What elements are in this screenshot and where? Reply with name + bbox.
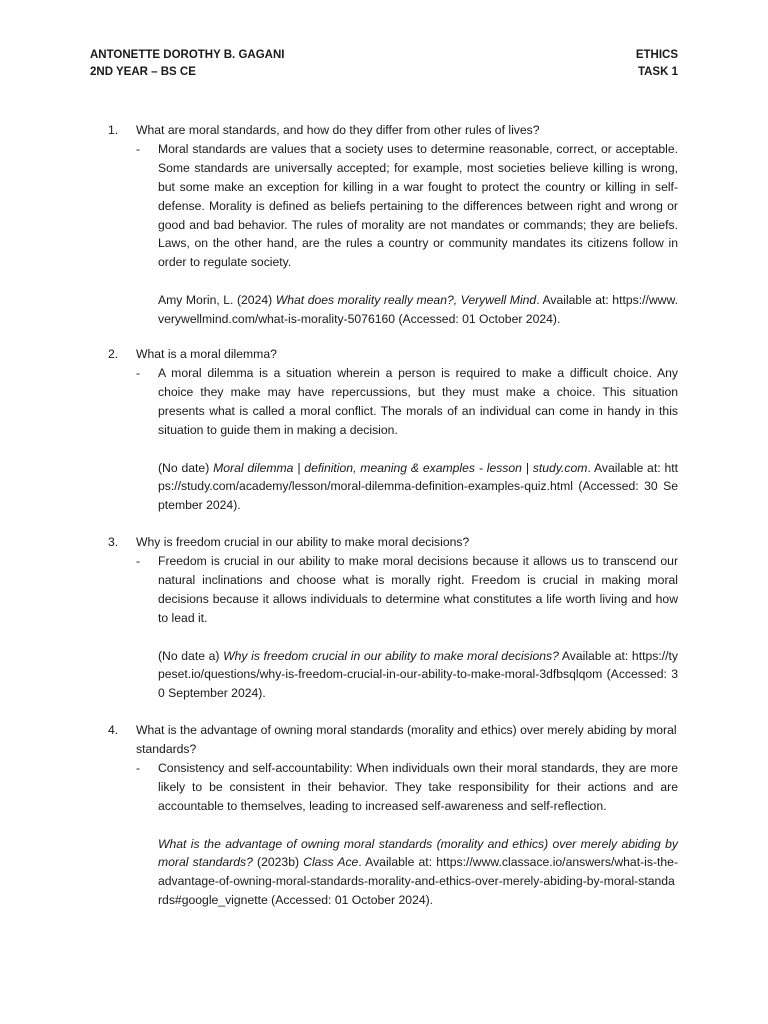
reference-source: . Available at: https://www.classace.io/answers/what-is-the-advantage-of-owning-moral-standards-morality-and-ethics-over-merely-abiding-by-moral-standards#google_vignette (Accessed: 01 October 2024). [158,855,679,908]
bullet-dash: - [136,760,141,775]
question-block-3 [108,533,678,703]
question-text: What is the advantage of owning moral standards (morality and ethics) over merely abiding by moral standards? [136,723,677,756]
question-text: What are moral standards, and how do they differ from other rules of lives? [136,123,540,137]
answer-text: Moral standards are values that a society uses to determine reasonable, correct, or acceptable. Some standards are universally accepted; for example, most societies believe killing is wrong, but some make an exception for killing in a war fought to protect the country or killing in self-defense. Morality is defined as beliefs pertaining to the differences between right and wrong or good and bad behavior. The rules of morality are not mandates or commands; they are beliefs. Laws, on the other hand, are the rules a country or community mandates its citizens follow in order to regulate society. [158,141,678,270]
question-number: 3. [108,535,119,549]
reference-source: . Available at: https://www.verywellmind.com/what-is-morality-5076160 (Accessed: 01 October 2024). [158,293,678,327]
reference-author: (No date) [158,460,214,475]
question-block-1 [108,121,678,329]
question-number: 1. [108,123,119,137]
header-right [636,47,678,81]
reference-source: Available at: https://typeset.io/questions/why-is-freedom-crucial-in-our-ability-to-make-moral-3dfbsqlqom (Accessed: 30 September 2024). [158,648,678,701]
question-text: Why is freedom crucial in our ability to make moral decisions? [136,535,470,549]
question-block-4 [108,721,678,910]
reference-source: . Available at: https://study.com/academy/lesson/moral-dilemma-definition-examples-quiz.html (Accessed: 30 September 2024). [158,460,678,513]
student-year: 2ND YEAR – BS CE [90,66,196,78]
reference [158,291,678,329]
bullet-dash: - [136,553,141,568]
reference-author: (No date a) [158,648,224,663]
reference-title: Moral dilemma | definition, meaning & examples - lesson | study.com [213,460,588,475]
question-block-2 [108,345,678,515]
subject-label: ETHICS [635,49,678,61]
reference-title: Why is freedom crucial in our ability to make moral decisions? [223,648,559,663]
answer-text: Freedom is crucial in our ability to make moral decisions because it allows us to transcend our natural inclinations and choose what is morally right. Freedom is crucial in making moral decisions because it allows individuals to determine what constitutes a life worth living and how to lead it. [158,553,678,625]
task-label: TASK 1 [637,66,678,78]
reference-author: Amy Morin, L. (2024) [158,293,276,308]
answer-text: Consistency and self-accountability: When individuals own their moral standards, they are more likely to be consistent in their behavior. They take responsibility for their actions and are accountable to themselves, leading to increased self-awareness and self-reflection. [158,760,678,813]
reference-year: (2023b) [252,855,304,870]
reference-title: What is the advantage of owning moral standards (morality and ethics) over merely abiding by moral standards? [158,836,678,870]
reference [158,647,678,704]
answer-text: A moral dilemma is a situation wherein a person is required to make a difficult choice. Any choice they make may have repercussions, but they must make a choice. This situation presents what is called a moral conflict. The morals of an individual can come in handy in this situation to guide them in making a decision. [158,365,678,437]
reference [158,459,678,516]
reference-publisher: Class Ace [303,855,359,870]
bullet-dash: - [136,141,141,156]
reference-title: What does morality really mean?, Verywell Mind [275,293,537,308]
question-text: What is a moral dilemma? [136,347,277,361]
question-number: 2. [108,347,119,361]
student-name: ANTONETTE DOROTHY B. GAGANI [90,49,285,61]
bullet-dash: - [136,365,141,380]
question-number: 4. [108,723,119,737]
header-left [90,47,284,81]
reference [158,835,678,911]
